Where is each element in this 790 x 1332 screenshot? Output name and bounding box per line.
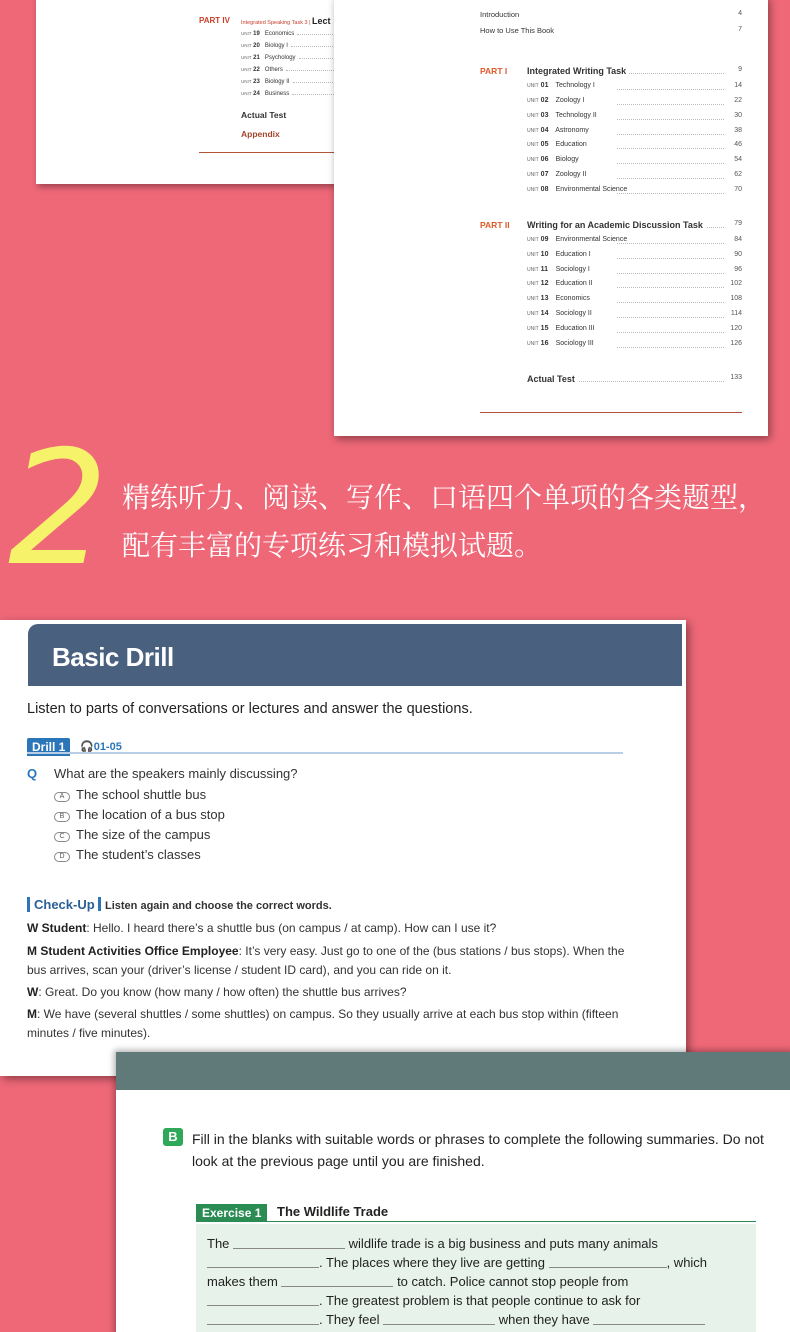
toc-unit-row: UNIT 12 Education II 102 [527, 280, 742, 287]
drill-header [28, 624, 682, 686]
toc-unit-row: UNIT 08 Environmental Science 70 [527, 186, 742, 193]
toc-actual-test: Actual Test 133 [527, 374, 742, 384]
toc-back-unit-row: UNIT 20 Biology I [241, 43, 341, 49]
fill-blank[interactable] [383, 1313, 495, 1325]
toc-unit-row: UNIT 15 Education III 120 [527, 325, 742, 332]
feature-number: 2 [8, 417, 109, 601]
toc-unit-row: UNIT 02 Zoology I 22 [527, 97, 742, 104]
answer-option[interactable]: D The student’s classes [54, 847, 201, 862]
exercise-title: The Wildlife Trade [277, 1204, 389, 1219]
basic-drill-page [0, 620, 686, 1076]
toc-back-actual-test: Actual Test [241, 110, 287, 120]
section-b-badge: B [163, 1128, 183, 1146]
toc-unit-row: UNIT 11 Sociology I 96 [527, 266, 742, 273]
drill-divider [27, 752, 623, 754]
dialogue-line: M Student Activities Office Employee: It’s very easy. Just go to one of the (bus stations / bus stops). When the bus arrives, scan your (driver’s license / student ID card), and you can ride on it. [27, 944, 625, 977]
drill-title: Basic Drill [52, 642, 174, 672]
fill-blank[interactable] [549, 1256, 667, 1268]
drill-tag: Drill 1 [27, 738, 70, 756]
fill-blank[interactable] [207, 1294, 319, 1306]
toc-front-rule [480, 412, 742, 413]
toc-unit-row: UNIT 04 Astronomy 38 [527, 127, 742, 134]
toc-back-unit-row: UNIT 23 Biology II [241, 79, 343, 85]
option-key: C [54, 832, 70, 842]
option-key: A [54, 792, 70, 802]
toc-page-front [334, 0, 768, 436]
toc-part1-label: PART I [480, 66, 508, 76]
fill-blank[interactable] [281, 1275, 393, 1287]
toc-unit-row: UNIT 07 Zoology II 62 [527, 171, 742, 178]
toc-unit-row: UNIT 01 Technology I 14 [527, 82, 742, 89]
toc-howto-row: How to Use This Book 7 [480, 26, 742, 35]
toc-part2-label: PART II [480, 220, 510, 230]
audio-track-label: 🎧01-05 [80, 741, 122, 753]
exercise-page [116, 1052, 790, 1332]
toc-back-unit-row: UNIT 24 Business [241, 91, 342, 97]
feature-description: 精练听力、阅读、写作、口语四个单项的各类题型，配有丰富的专项练习和模拟试题。 [122, 481, 767, 562]
dialogue-line: W: Great. Do you know (how many / how often) the shuttle bus arrives? [27, 985, 407, 999]
fill-blank[interactable] [207, 1313, 319, 1325]
toc-unit-row: UNIT 06 Biology 54 [527, 156, 742, 163]
toc-unit-row: UNIT 10 Education I 90 [527, 251, 742, 258]
question-mark: Q [27, 766, 38, 781]
toc-back-unit-row: UNIT 22 Others [241, 67, 336, 73]
option-key: D [54, 852, 70, 862]
toc-unit-row: UNIT 05 Education 46 [527, 141, 742, 148]
checkup-tag: Check-Up [27, 897, 101, 912]
toc-unit-row: UNIT 03 Technology II 30 [527, 112, 742, 119]
toc-back-unit-row: UNIT 21 Psychology [241, 55, 349, 61]
fill-blank[interactable] [207, 1256, 319, 1268]
exercise-tag: Exercise 1 [196, 1204, 267, 1222]
exercise-divider [196, 1221, 756, 1222]
toc-intro-row: Introduction 4 [480, 10, 742, 19]
exercise-instruction: Fill in the blanks with suitable words or phrases to complete the following summaries. Do not look at the previous page until you are finished. [192, 1131, 764, 1169]
toc-back-appendix: Appendix [241, 129, 280, 139]
exercise-header [116, 1052, 790, 1090]
toc-unit-row: UNIT 13 Economics 108 [527, 295, 742, 302]
fill-blank[interactable] [593, 1313, 705, 1325]
checkup-instruction: Listen again and choose the correct words. [105, 900, 332, 912]
drill-instruction: Listen to parts of conversations or lectures and answer the questions. [27, 701, 473, 717]
toc-part1-title: Integrated Writing Task 9 [527, 66, 742, 76]
dialogue-line: M: We have (several shuttles / some shuttles) on campus. So they usually arrive at each bus stop within (fifteen minutes / five minutes). [27, 1007, 619, 1040]
fill-blank[interactable] [233, 1237, 345, 1249]
toc-back-rule [199, 152, 336, 153]
option-key: B [54, 812, 70, 822]
answer-option[interactable]: A The school shuttle bus [54, 787, 206, 802]
toc-page-back [36, 0, 336, 184]
dialogue-line: W Student: Hello. I heard there’s a shuttle bus (on campus / at camp). How can I use it? [27, 921, 497, 935]
toc-part2-title: Writing for an Academic Discussion Task 79 [527, 220, 742, 230]
summary-text: The wildlife trade is a big business and puts many animals . The places where they live are getting , which makes them to catch. Police cannot stop people from . The greatest problem is that people continue to ask for . They feel when they have [207, 1236, 708, 1327]
toc-unit-row: UNIT 09 Environmental Science 84 [527, 236, 742, 243]
toc-back-part-label: PART IV [199, 16, 230, 25]
question-text: What are the speakers mainly discussing? [54, 766, 298, 781]
summary-box [196, 1224, 756, 1332]
answer-option[interactable]: C The size of the campus [54, 827, 210, 842]
toc-back-part-title: Integrated Speaking Task 3 | Lect [241, 16, 331, 26]
toc-unit-row: UNIT 14 Sociology II 114 [527, 310, 742, 317]
toc-back-unit-row: UNIT 19 Economics [241, 31, 347, 37]
answer-option[interactable]: B The location of a bus stop [54, 807, 225, 822]
toc-unit-row: UNIT 16 Sociology III 126 [527, 340, 742, 347]
